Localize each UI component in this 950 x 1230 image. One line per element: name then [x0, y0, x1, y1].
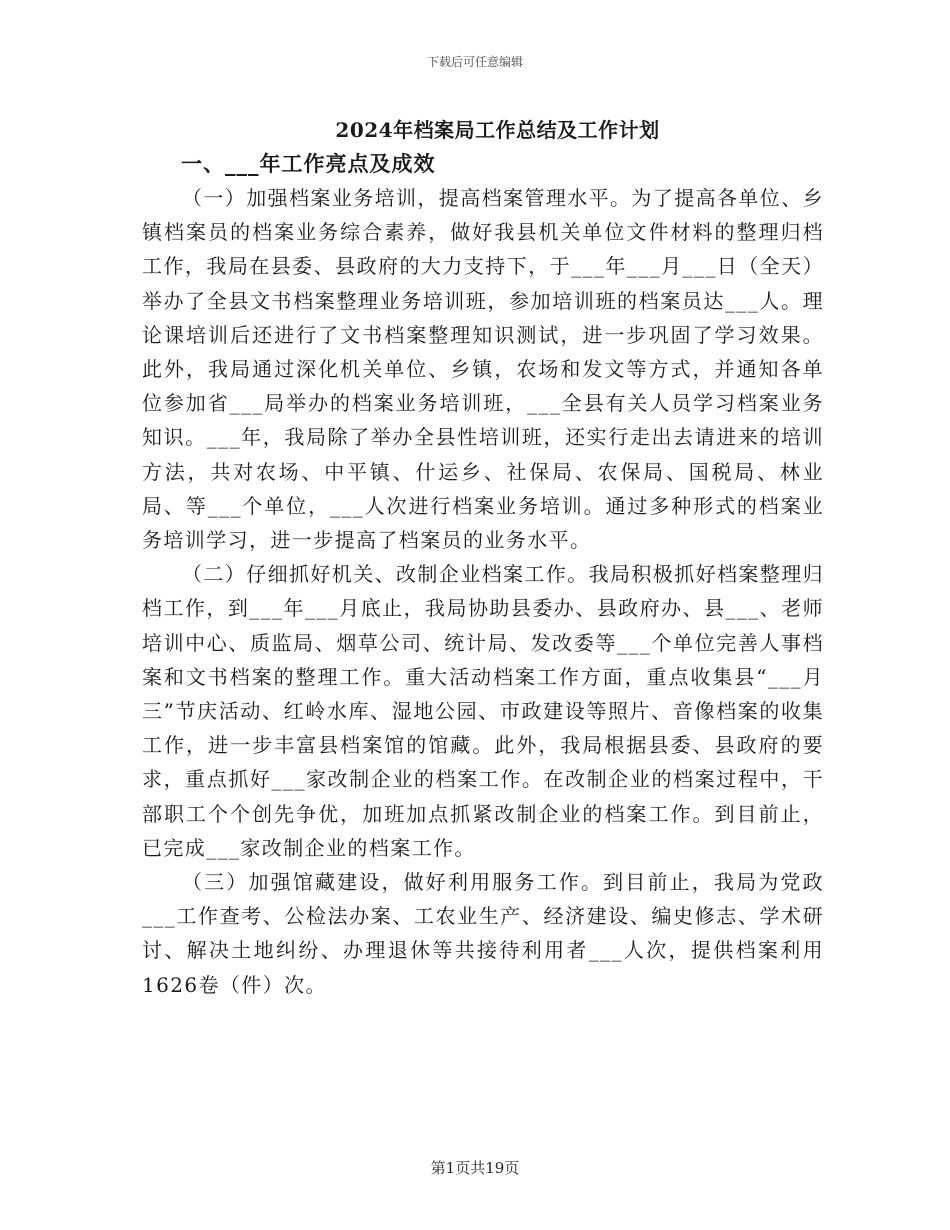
section-heading: 一、___年工作亮点及成效 — [181, 151, 436, 176]
header-note: 下载后可任意编辑 — [426, 55, 523, 69]
page-indicator: 第1页共19页 — [430, 1159, 520, 1177]
document-title: 2024年档案局工作总结及工作计划 — [335, 118, 660, 142]
paragraph-1: （一）加强档案业务培训，提高档案管理水平。为了提高各单位、乡镇档案员的档案业务综合素养，做好我县机关单位文件材料的整理归档工作，我局在县委、县政府的大力支持下，于___年___月___日（全天）举办了全县文书档案整理业务培训班，参加培训班的档案员达___人。理论课培训后还进行了文书档案整理知识测试，进一步巩固了学习效果。此外，我局通过深化机关单位、乡镇，农场和发文等方式，并通知各单位参加省___局举办的档案业务培训班，___全县有关人员学习档案业务知识。___年，我局除了举办全县性培训班，还实行走出去请进来的培训方法，共对农场、中平镇、什运乡、社保局、农保局、国税局、林业局、等___个单位，___人次进行档案业务培训。通过多种形式的档案业务培训学习，进一步提高了档案员的业务水平。 — [142, 186, 824, 553]
paragraph-2: （二）仔细抓好机关、改制企业档案工作。我局积极抓好档案整理归档工作，到___年___月底止，我局协助县委办、县政府办、县___、老师培训中心、质监局、烟草公司、统计局、发改委等___个单位完善人事档案和文书档案的整理工作。重大活动档案工作方面，重点收集县“___月三”节庆活动、红岭水库、湿地公园、市政建设等照片、音像档案的收集工作，进一步丰富县档案馆的馆藏。此外，我局根据县委、县政府的要求，重点抓好___家改制企业的档案工作。在改制企业的档案过程中，干部职工个个创先争优，加班加点抓紧改制企业的档案工作。到目前止，已完成___家改制企业的档案工作。 — [142, 562, 824, 860]
paragraph-3: （三）加强馆藏建设，做好利用服务工作。到目前止，我局为党政___工作查考、公检法办案、工农业生产、经济建设、编史修志、学术研讨、解决土地纠纷、办理退休等共接待利用者___人次，提供档案利用1626卷（件）次。 — [142, 870, 824, 997]
document-body — [142, 181, 824, 1002]
